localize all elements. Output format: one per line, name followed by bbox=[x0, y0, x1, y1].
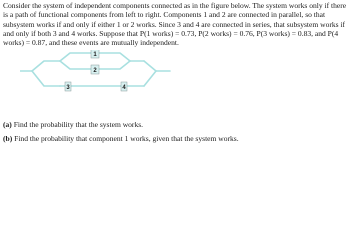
question-a-label: (a) bbox=[3, 120, 12, 129]
component-2 bbox=[91, 65, 99, 74]
svg-text:1: 1 bbox=[93, 51, 97, 58]
question-a bbox=[3, 120, 347, 131]
questions bbox=[3, 120, 347, 147]
system-diagram bbox=[20, 50, 200, 96]
component-3 bbox=[65, 82, 71, 91]
question-a-text: Find the probability that the system works. bbox=[13, 120, 144, 129]
svg-text:4: 4 bbox=[122, 84, 126, 91]
svg-text:2: 2 bbox=[93, 67, 97, 74]
question-b-label: (b) bbox=[3, 133, 13, 143]
question-b-text: Find the probability that component 1 works, given that the system works. bbox=[14, 133, 239, 143]
problem-statement: Consider the system of independent components connected as in the figure below. The system works only if there is a path of functional components from left to right. Components 1 and 2 are connected in parallel, so that subsystem works if and only if either 1 or 2 works. Since 3 and 4 are connected in series, that subsystem works if and only if both 3 and 4 works. Suppose that P(1 works) = 0.73, P(2 works) = 0.76, P(3 works) = 0.83, and P(4 works) = 0.87, and these events are mutually independent. bbox=[3, 1, 347, 48]
question-b bbox=[3, 134, 347, 145]
component-4 bbox=[121, 82, 127, 91]
svg-text:3: 3 bbox=[66, 84, 70, 91]
component-1 bbox=[91, 50, 99, 58]
